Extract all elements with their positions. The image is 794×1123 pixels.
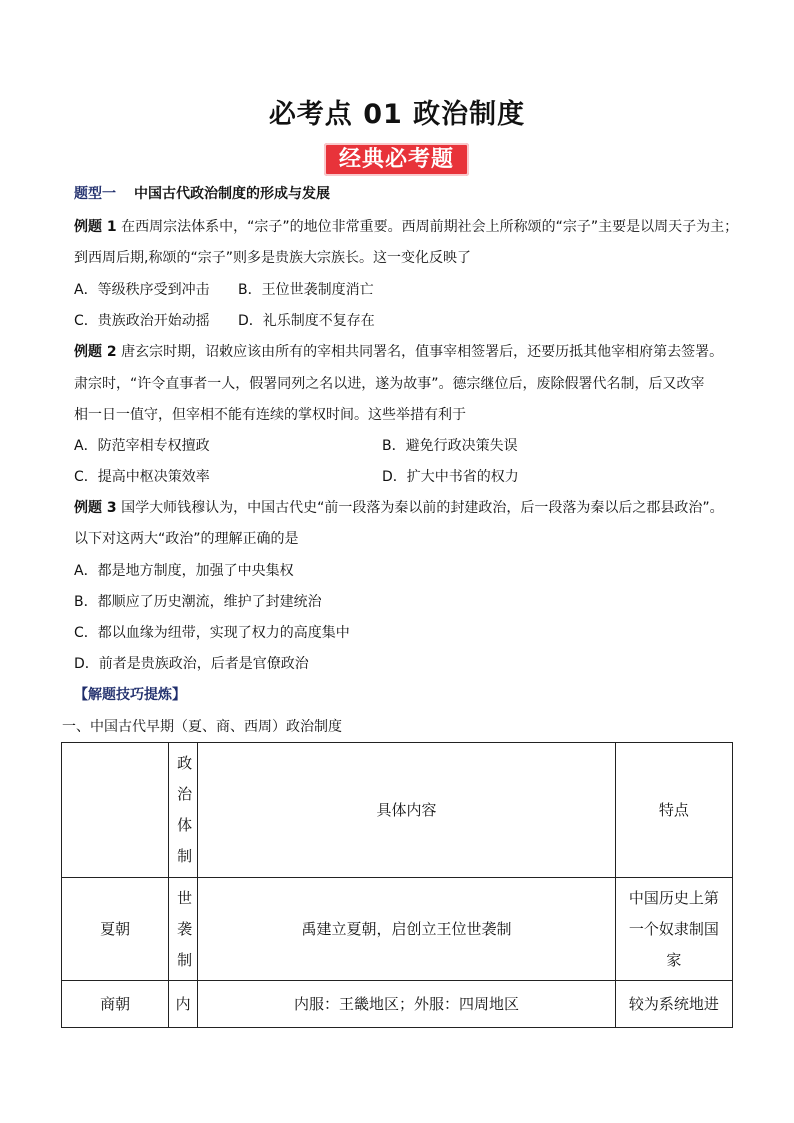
q3-label: 例题 3: [74, 500, 117, 516]
q3-stem-2: 以下对这两大“政治”的理解正确的是: [74, 531, 299, 547]
q1-line1: [74, 217, 738, 237]
q1-option-b: B．王位世袭制度消亡: [238, 282, 374, 298]
table-caption: 一、中国古代早期（夏、商、西周）政治制度: [62, 719, 342, 735]
cell-dynasty-xia: 夏朝: [62, 878, 169, 981]
section-text: 中国古代政治制度的形成与发展: [134, 186, 330, 202]
q3-option-d: D．前者是贵族政治，后者是官僚政治: [74, 656, 309, 672]
q1-label: 例题 1: [74, 219, 117, 235]
table-row: [62, 981, 733, 1028]
q2-option-b: B．避免行政决策失误: [382, 438, 518, 454]
table-header-row: [62, 743, 733, 878]
q2-stem-3: 相一日一值守，但宰相不能有连续的掌权时间。这些举措有利于: [74, 407, 466, 423]
tips-heading: 【解题技巧提炼】: [74, 687, 186, 703]
cell-feature-shang: 较为系统地进: [615, 981, 732, 1028]
cell-content-shang: 内服：王畿地区；外服：四周地区: [198, 981, 616, 1028]
cell-content-xia: 禹建立夏朝，启创立王位世袭制: [198, 878, 616, 981]
header-cell-blank: [62, 743, 169, 878]
q2-stem-2: 肃宗时，“许令直事者一人，假署同列之名以进，遂为故事”。德宗继位后，废除假署代名制，后又改宰: [74, 376, 705, 392]
section-label: 题型一: [74, 186, 116, 202]
cell-system-shang: 内: [169, 981, 198, 1028]
table-row: [62, 878, 733, 981]
q2-option-c: C．提高中枢决策效率: [74, 469, 210, 485]
q1-option-d: D．礼乐制度不复存在: [238, 313, 375, 329]
q2-label: 例题 2: [74, 344, 117, 360]
q2-stem-1: 唐玄宗时期，诏敕应该由所有的宰相共同署名，值事宰相签署后，还要历抵其他宰相府第去签署。: [121, 344, 724, 360]
page-title: 必考点 01 政治制度: [268, 99, 526, 130]
cell-system-xia: 世袭制: [169, 878, 198, 981]
q3-option-a: A．都是地方制度，加强了中央集权: [74, 563, 294, 579]
header-cell-system: 政治体制: [169, 743, 198, 878]
q1-stem-2: 到西周后期,称颂的“宗子”则多是贵族大宗族长。这一变化反映了: [74, 250, 471, 266]
q3-option-c: C．都以血缘为纽带，实现了权力的高度集中: [74, 625, 350, 641]
q3-line1: [74, 498, 724, 518]
political-system-table: [61, 742, 733, 1028]
q2-option-d: D．扩大中书省的权力: [382, 469, 519, 485]
q1-option-a: A．等级秩序受到冲击: [74, 282, 210, 298]
header-cell-feature: 特点: [615, 743, 732, 878]
q2-option-a: A．防范宰相专权擅政: [74, 438, 210, 454]
q3-option-b: B．都顺应了历史潮流，维护了封建统治: [74, 594, 322, 610]
classic-questions-badge: 经典必考题: [324, 143, 469, 176]
cell-feature-xia: 中国历史上第一个奴隶制国家: [615, 878, 732, 981]
header-cell-content: 具体内容: [198, 743, 616, 878]
section-heading: [74, 184, 330, 204]
q2-line1: [74, 342, 723, 362]
q1-option-c: C．贵族政治开始动摇: [74, 313, 210, 329]
cell-dynasty-shang: 商朝: [62, 981, 169, 1028]
q3-stem-1: 国学大师钱穆认为，中国古代史“前一段落为秦以前的封建政治，后一段落为秦以后之郡县政治”。: [121, 500, 724, 516]
q1-stem-1: 在西周宗法体系中，“宗子”的地位非常重要。西周前期社会上所称颂的“宗子”主要是以周天子为主；: [121, 219, 739, 235]
